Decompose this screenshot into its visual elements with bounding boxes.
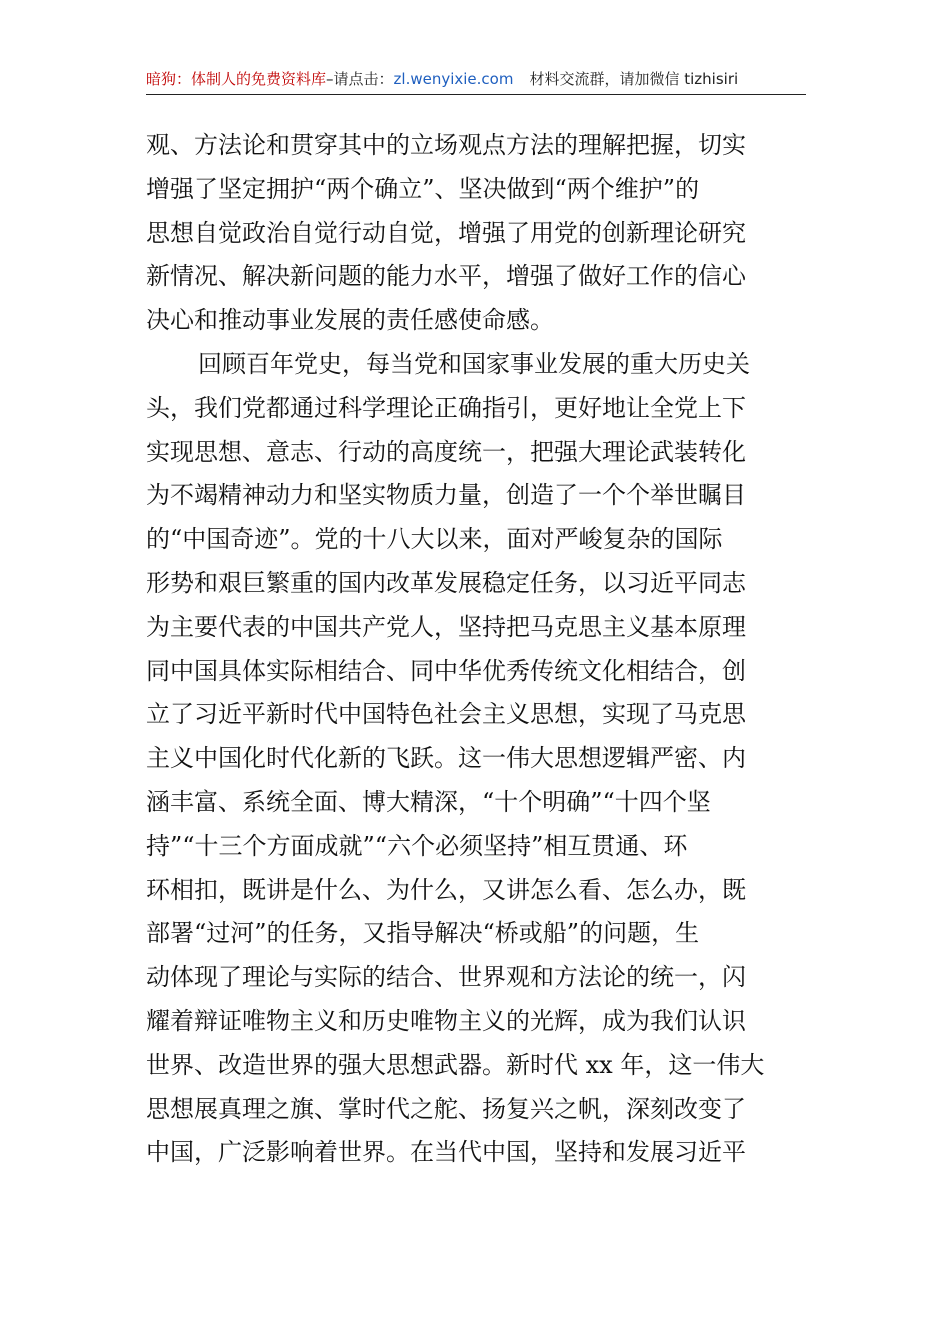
text-line: 同中国具体实际相结合、同中华优秀传统文化相结合，创 <box>146 656 746 685</box>
text-line: 增强了坚定拥护“两个确立”、坚决做到“两个维护”的 <box>146 174 700 203</box>
text-line: 部署“过河”的任务，又指导解决“桥或船”的问题，生 <box>146 919 700 948</box>
text-line: 中国，广泛影响着世界。在当代中国，坚持和发展习近平 <box>146 1138 746 1167</box>
paragraph-2 <box>146 343 806 1175</box>
site-name: 暗狗：体制人的免费资料库 <box>146 70 327 88</box>
text-line: 观、方法论和贯穿其中的立场观点方法的理解把握，切实 <box>146 131 746 159</box>
text-line: 耀着辩证唯物主义和历史唯物主义的光辉，成为我们认识 <box>146 1006 746 1035</box>
paragraph-1 <box>146 124 806 343</box>
text-line: 为主要代表的中国共产党人，坚持把马克思主义基本原理 <box>146 612 746 641</box>
text-line: 为不竭精神动力和坚实物质力量，创造了一个个举世瞩目 <box>146 481 746 510</box>
text-line: 思想展真理之旗、掌时代之舵、扬复兴之帆，深刻改变了 <box>146 1094 746 1123</box>
text-line: 动体现了理论与实际的结合、世界观和方法论的统一，闪 <box>146 963 746 992</box>
text-line: 头，我们党都通过科学理论正确指引，更好地让全党上下 <box>146 393 746 422</box>
page-header <box>146 66 806 95</box>
click-prompt: –请点击： <box>326 70 394 88</box>
document-body <box>146 124 806 1175</box>
text-line: 主义中国化时代化新的飞跃。这一伟大思想逻辑严密、内 <box>146 744 746 773</box>
text-line: 决心和推动事业发展的责任感使命感。 <box>146 306 554 335</box>
text-line: 的“中国奇迹”。党的十八大以来，面对严峻复杂的国际 <box>146 525 723 554</box>
text-line: 世界、改造世界的强大思想武器。新时代 xx 年，这一伟大 <box>146 1050 765 1079</box>
text-line: 回顾百年党史，每当党和国家事业发展的重大历史关 <box>198 349 750 378</box>
text-line: 涵丰富、系统全面、博大精深，“十个明确”“十四个坚 <box>146 787 711 816</box>
wechat-note: 材料交流群，请加微信 tizhisiri <box>529 70 739 88</box>
text-line: 持”“十三个方面成就”“六个必须坚持”相互贯通、环 <box>146 831 688 860</box>
text-line: 新情况、解决新问题的能力水平，增强了做好工作的信心 <box>146 262 746 291</box>
site-url-link[interactable]: zl.wenyixie.com <box>393 70 514 88</box>
text-line: 立了习近平新时代中国特色社会主义思想，实现了马克思 <box>146 700 746 729</box>
text-line: 实现思想、意志、行动的高度统一，把强大理论武装转化 <box>146 437 746 466</box>
text-line: 环相扣，既讲是什么、为什么，又讲怎么看、怎么办，既 <box>146 875 746 904</box>
text-line: 形势和艰巨繁重的国内改革发展稳定任务，以习近平同志 <box>146 568 746 597</box>
text-line: 思想自觉政治自觉行动自觉，增强了用党的创新理论研究 <box>146 218 746 247</box>
